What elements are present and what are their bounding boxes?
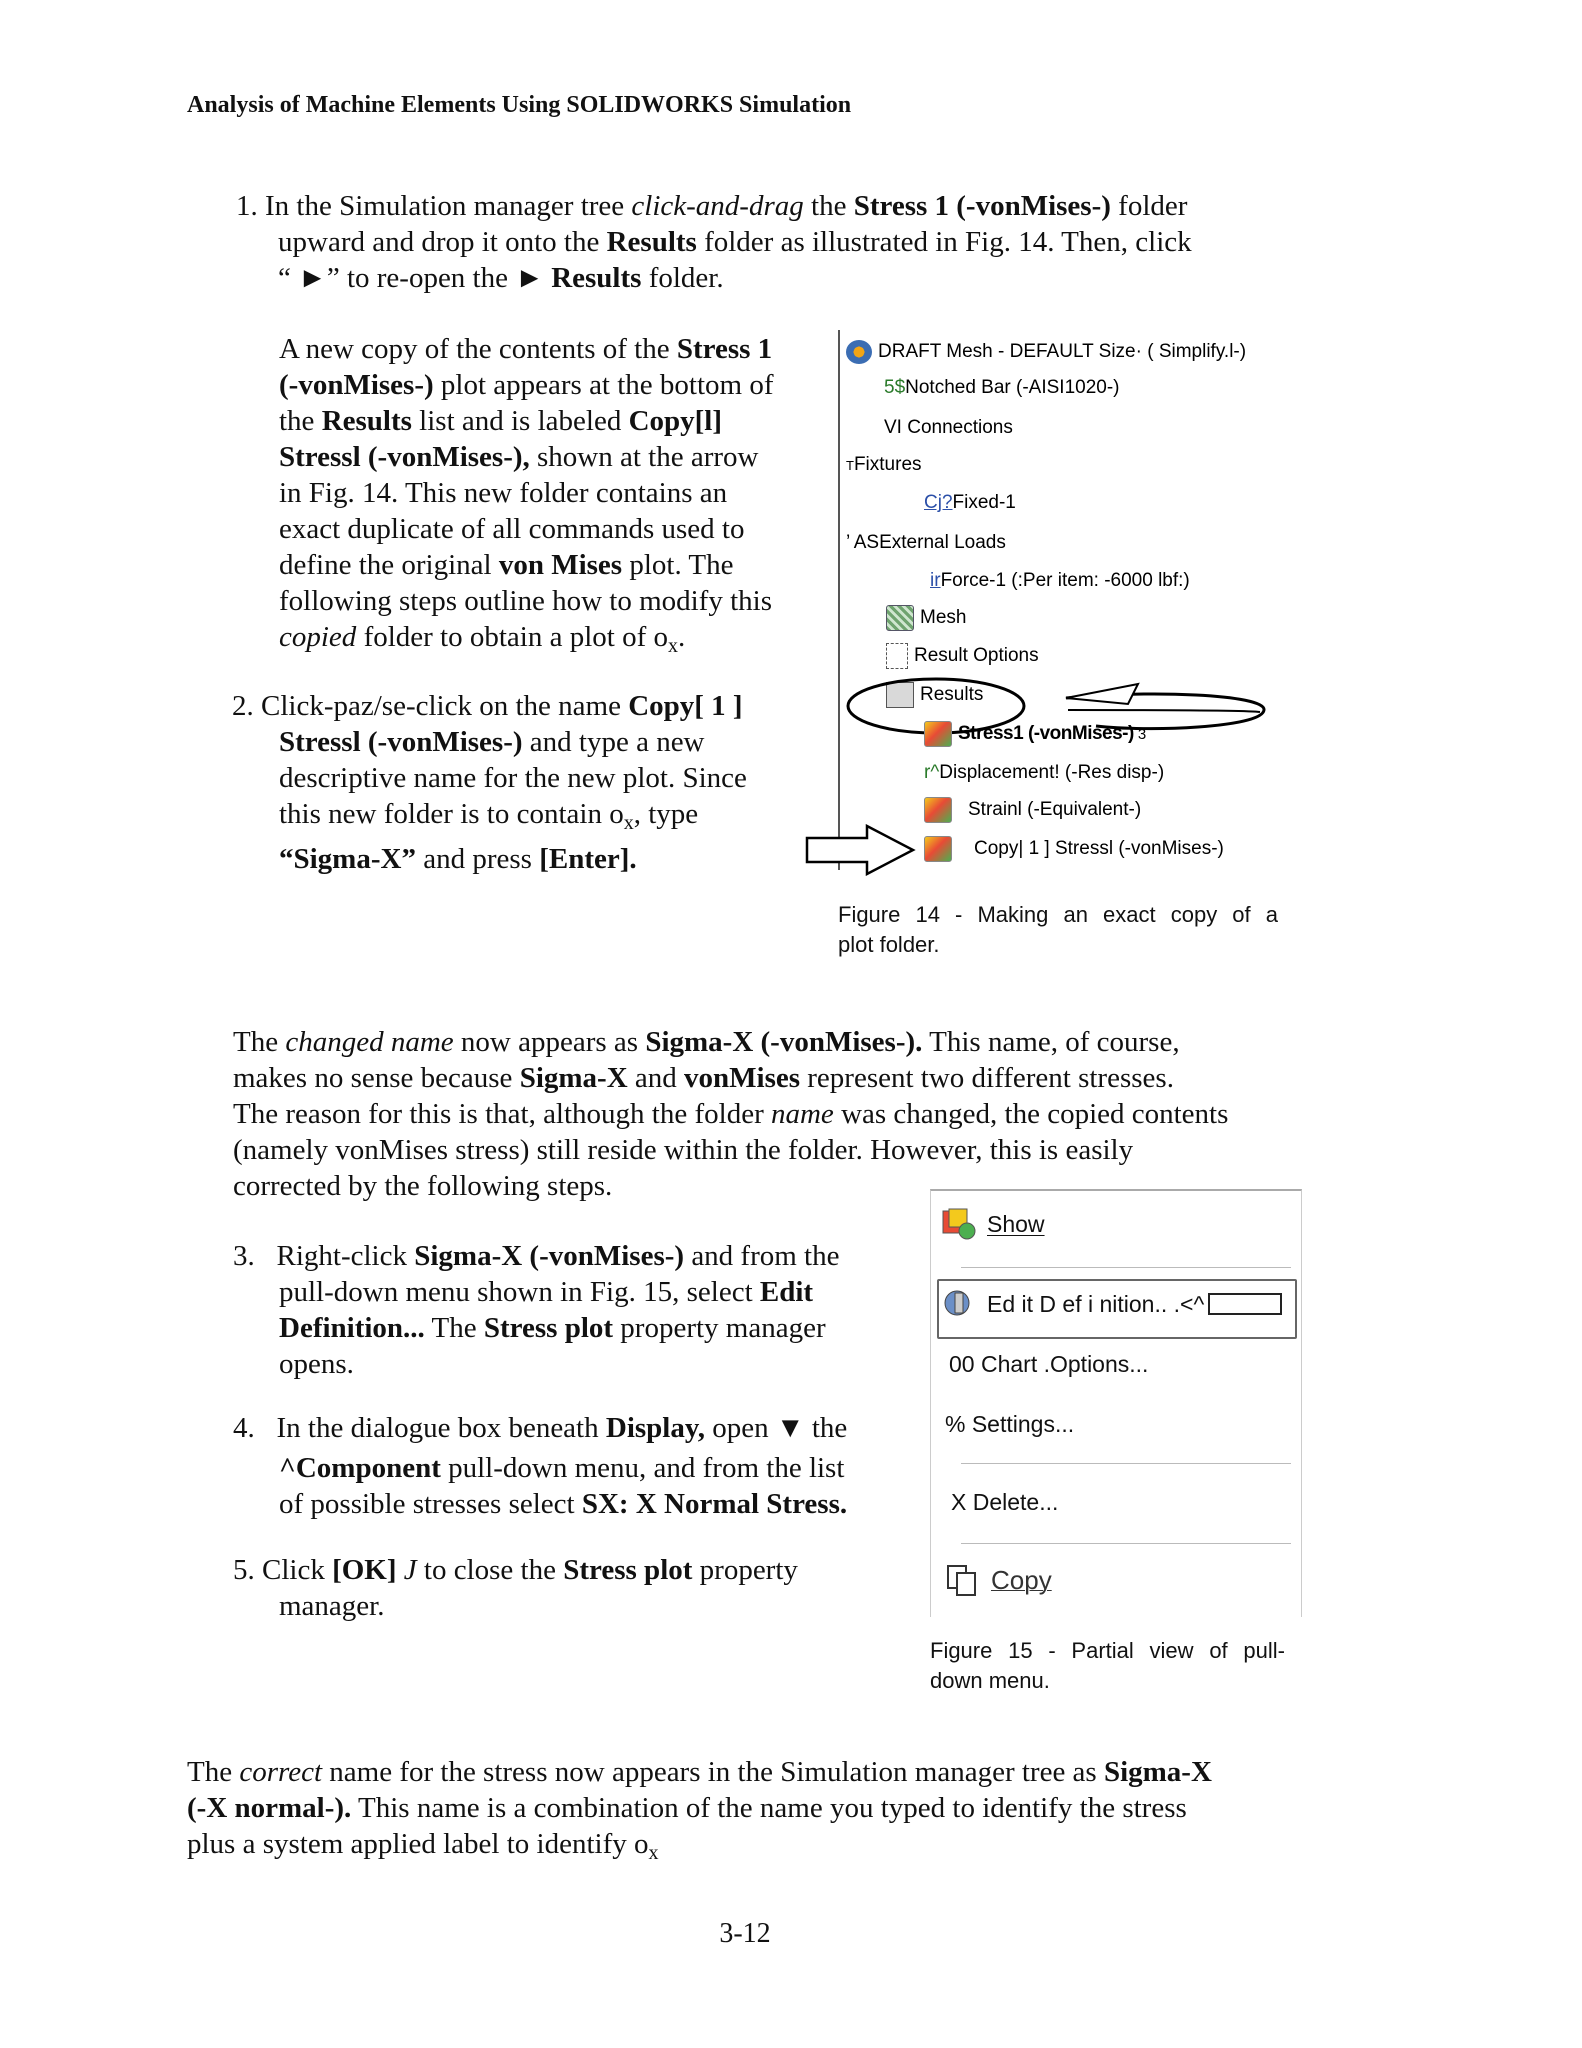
stress-plot-icon [924,721,952,747]
page-number: 3-12 [719,1918,771,1949]
figure-15-caption: Figure 15 - Partial view of pull- down menu. [930,1638,1285,1693]
step-4: 4. In the dialogue box beneath Display, open ▼ the ^Component pull-down menu, and from the list of possible stresses select SX: X Normal Stress. [233,1412,848,1520]
step-number: 1. [236,190,258,222]
tree-row-study[interactable]: DRAFT Mesh - DEFAULT Size· ( Simplify.l-) [846,340,1246,364]
menu-item-settings[interactable]: % Settings... [945,1411,1075,1437]
step-number: 4. [233,1412,255,1444]
tree-row-fixtures[interactable]: T Fixtures [846,454,922,475]
tree-row-external-loads[interactable]: ’ AS External Loads [846,532,1006,553]
mesh-icon [886,605,914,631]
menu-item-delete[interactable]: X Delete... [951,1489,1059,1515]
tree-row-strain[interactable]: Strainl (-Equivalent-) [924,797,1141,823]
part-icon: 5$ [884,377,906,398]
figure-14-caption: Figure 14 - Making an exact copy of a plot folder. [838,902,1278,957]
tree-row-results[interactable]: Results [886,682,983,708]
study-icon [846,340,872,364]
result-options-icon [886,643,908,669]
menu-separator [961,1463,1291,1464]
step-5: 5. Click [OK] J to close the Stress plot property manager. [233,1554,798,1622]
show-icon [941,1207,977,1241]
tree-row-stress1[interactable]: Stress1 (-vonMises-) 3 [924,721,1146,747]
tree-row-displacement[interactable]: r^ Displacement! (-Res disp-) [924,762,1165,783]
tree-row-part[interactable]: 5$ Notched Bar (-AISI1020-) [884,377,1120,398]
pointer-arrow-icon [805,824,920,876]
copy-icon [945,1563,981,1597]
step-number: 5. [233,1554,255,1586]
menu-item-chart-options[interactable]: 00 Chart .Options... [949,1351,1149,1377]
step-number: 3. [233,1240,255,1272]
correct-name-paragraph: The correct name for the stress now appears in the Simulation manager tree as Sigma-X (-X normal-). This name is a combination of the name you typed to identify the stress plus a system applied label to identify $o_x$ [187,1756,1212,1864]
expand-icon: T [846,457,854,473]
text-box-icon [1208,1293,1282,1315]
context-menu-figure [930,1189,1302,1617]
simulation-manager-tree-figure [838,330,1295,870]
tree-row-force-1[interactable]: ir Force-1 (:Per item: -6000 lbf:) [930,570,1190,591]
edit-definition-icon [941,1287,977,1321]
tree-row-copy-stress[interactable]: Copy| 1 ] Stressl (-vonMises-) [924,836,1224,862]
callout-number: 3 [1137,725,1147,743]
fixture-icon: Cj? [924,492,953,513]
step-1: 1. In the Simulation manager tree click-and-drag the Stress 1 (-vonMises-) folder upward and drop it onto the Results folder as illustrated in Fig. 14. Then, click “ ►” to re-open the ► Results folder. [236,190,1192,294]
step-3: 3. Right-click Sigma-X (-vonMises-) and from the pull-down menu shown in Fig. 15, select Edit Definition... The Stress plot property manager opens. [233,1240,840,1380]
menu-separator [961,1267,1291,1268]
strain-plot-icon [924,797,952,823]
loads-icon: ’ AS [846,532,880,553]
step-2: 2. Click-paz/se-click on the name Copy[ 1 ] Stressl (-vonMises-) and type a new descriptive name for the new plot. Since this new folder is to contain $o_x$, type “Sigma-X” and press [Enter]. [232,690,747,875]
menu-item-show[interactable]: Show [941,1207,1045,1241]
force-icon: ir [930,570,941,591]
running-header: Analysis of Machine Elements Using SOLIDWORKS Simulation [187,92,852,118]
menu-separator [961,1543,1291,1544]
menu-item-copy[interactable]: Copy [945,1563,1052,1597]
menu-item-edit-definition[interactable]: Ed it D ef i nition.. .<^ [941,1287,1282,1321]
changed-name-paragraph: The changed name now appears as Sigma-X (-vonMises-). This name, of course, makes no sense because Sigma-X and vonMises represent two different stresses. The reason for this is that, although the folder name was changed, the copied contents (namely vonMises stress) still reside within the folder. However, this is easily corrected by the following steps. [233,1026,1229,1202]
step-number: 2. [232,690,254,722]
stress-plot-icon [924,836,952,862]
tree-row-fixed-1[interactable]: Cj? Fixed-1 [924,492,1016,513]
tree-row-mesh[interactable]: Mesh [886,605,966,631]
tree-row-connections[interactable]: VI Connections [884,417,1013,438]
tree-row-result-options[interactable]: Result Options [886,643,1039,669]
displacement-plot-icon: r^ [924,762,940,783]
copy-explanation-paragraph: A new copy of the contents of the Stress 1 (-vonMises-) plot appears at the bottom of the Results list and is labeled Copy[l] Stressl (-vonMises-), shown at the arrow in Fig. 14. This new folder contains an exact duplicate of all commands used to define the original von Mises plot. The following steps outline how to modify this copied folder to obtain a plot of $o_x$. [279,333,774,657]
